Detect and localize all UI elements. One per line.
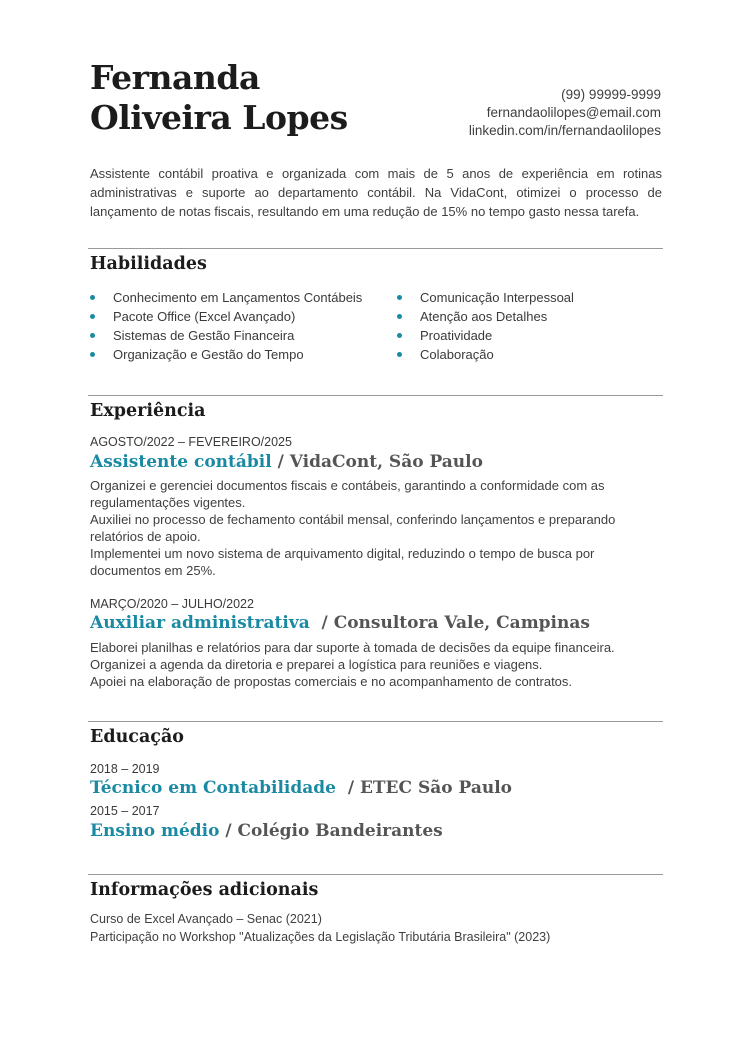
skill-item: Comunicação Interpessoal [397, 288, 574, 307]
skill-item: Pacote Office (Excel Avançado) [90, 307, 362, 326]
skill-item: Sistemas de Gestão Financeira [90, 326, 362, 345]
job-duty-line: Organizei e gerenciei documentos fiscais e contábeis, garantindo a conformidade com as regulamentações vigentes. [90, 478, 605, 510]
section-divider [88, 874, 663, 875]
job-company: VidaCont, São Paulo [289, 452, 483, 472]
bullet-icon [90, 295, 95, 300]
skills-column-1 [90, 288, 362, 364]
experience-heading: Experiência [90, 401, 206, 421]
email-link[interactable]: fernandaolilopes@email.com [486, 105, 661, 120]
course-name: Ensino médio [90, 821, 220, 841]
additional-info-list [90, 910, 550, 946]
job-company: Consultora Vale, Campinas [333, 613, 590, 633]
job-duty-line: Implementei um novo sistema de arquivamento digital, reduzindo o tempo de busca por documentos em 25%. [90, 546, 595, 578]
job-title [90, 613, 590, 633]
job-duty-line: Elaborei planilhas e relatórios para dar suporte à tomada de decisões da equipe financeira. [90, 640, 615, 655]
bullet-icon [397, 314, 402, 319]
additional-info-item: Participação no Workshop "Atualizações da Legislação Tributária Brasileira" (2023) [90, 930, 551, 944]
bullet-icon [397, 333, 402, 338]
name-line-1: Fernanda [90, 58, 260, 97]
job-description [90, 477, 650, 579]
bullet-icon [397, 295, 402, 300]
course-name: Técnico em Contabilidade [90, 778, 336, 798]
title-separator: / [309, 613, 334, 633]
title-separator: / [219, 821, 238, 841]
school-name: ETEC São Paulo [359, 778, 513, 798]
job-description [90, 639, 650, 690]
skill-item: Colaboração [397, 345, 574, 364]
phone-text: (99) 99999-9999 [561, 87, 661, 102]
additional-info-heading: Informações adicionais [90, 880, 319, 900]
section-divider [88, 395, 663, 396]
job-title [90, 452, 483, 472]
name-line-2: Oliveira Lopes [90, 98, 348, 137]
title-separator: / [271, 452, 290, 472]
education-dates: 2015 – 2017 [90, 804, 160, 818]
section-divider [88, 721, 663, 722]
bullet-icon [397, 352, 402, 357]
skill-item: Atenção aos Detalhes [397, 307, 574, 326]
education-title [90, 821, 443, 841]
linkedin-link[interactable]: linkedin.com/in/fernandaolilopes [468, 123, 661, 138]
job-role: Auxiliar administrativa [90, 613, 310, 633]
job-duty-line: Organizei a agenda da diretoria e preparei a logística para reuniões e viagens. [90, 657, 543, 672]
job-dates: MARÇO/2020 – JULHO/2022 [90, 597, 254, 611]
skill-item: Organização e Gestão do Tempo [90, 345, 362, 364]
skill-item: Proatividade [397, 326, 574, 345]
additional-info-item: Curso de Excel Avançado – Senac (2021) [90, 912, 322, 926]
candidate-name [90, 58, 430, 138]
title-separator: / [335, 778, 360, 798]
job-dates: AGOSTO/2022 – FEVEREIRO/2025 [90, 435, 292, 449]
section-divider [88, 248, 663, 249]
bullet-icon [90, 314, 95, 319]
skill-item: Conhecimento em Lançamentos Contábeis [90, 288, 362, 307]
school-name: Colégio Bandeirantes [237, 821, 443, 841]
job-duty-line: Auxiliei no processo de fechamento contábil mensal, conferindo lançamentos e preparando relatórios de apoio. [90, 512, 616, 544]
skills-heading: Habilidades [90, 254, 207, 274]
bullet-icon [90, 333, 95, 338]
education-dates: 2018 – 2019 [90, 762, 160, 776]
education-heading: Educação [90, 727, 184, 747]
bullet-icon [90, 352, 95, 357]
education-title [90, 778, 512, 798]
job-duty-line: Apoiei na elaboração de propostas comerciais e no acompanhamento de contratos. [90, 674, 573, 689]
contact-block [469, 86, 661, 140]
summary-paragraph: Assistente contábil proativa e organizada com mais de 5 anos de experiência em rotinas administrativas e suporte ao departamento contábil. Na VidaCont, otimizei o processo de lançamento de notas fiscais, resultando em uma redução de 15% no tempo gasto nessa tarefa. [90, 166, 662, 219]
skills-column-2 [397, 288, 574, 364]
job-role: Assistente contábil [90, 452, 272, 472]
